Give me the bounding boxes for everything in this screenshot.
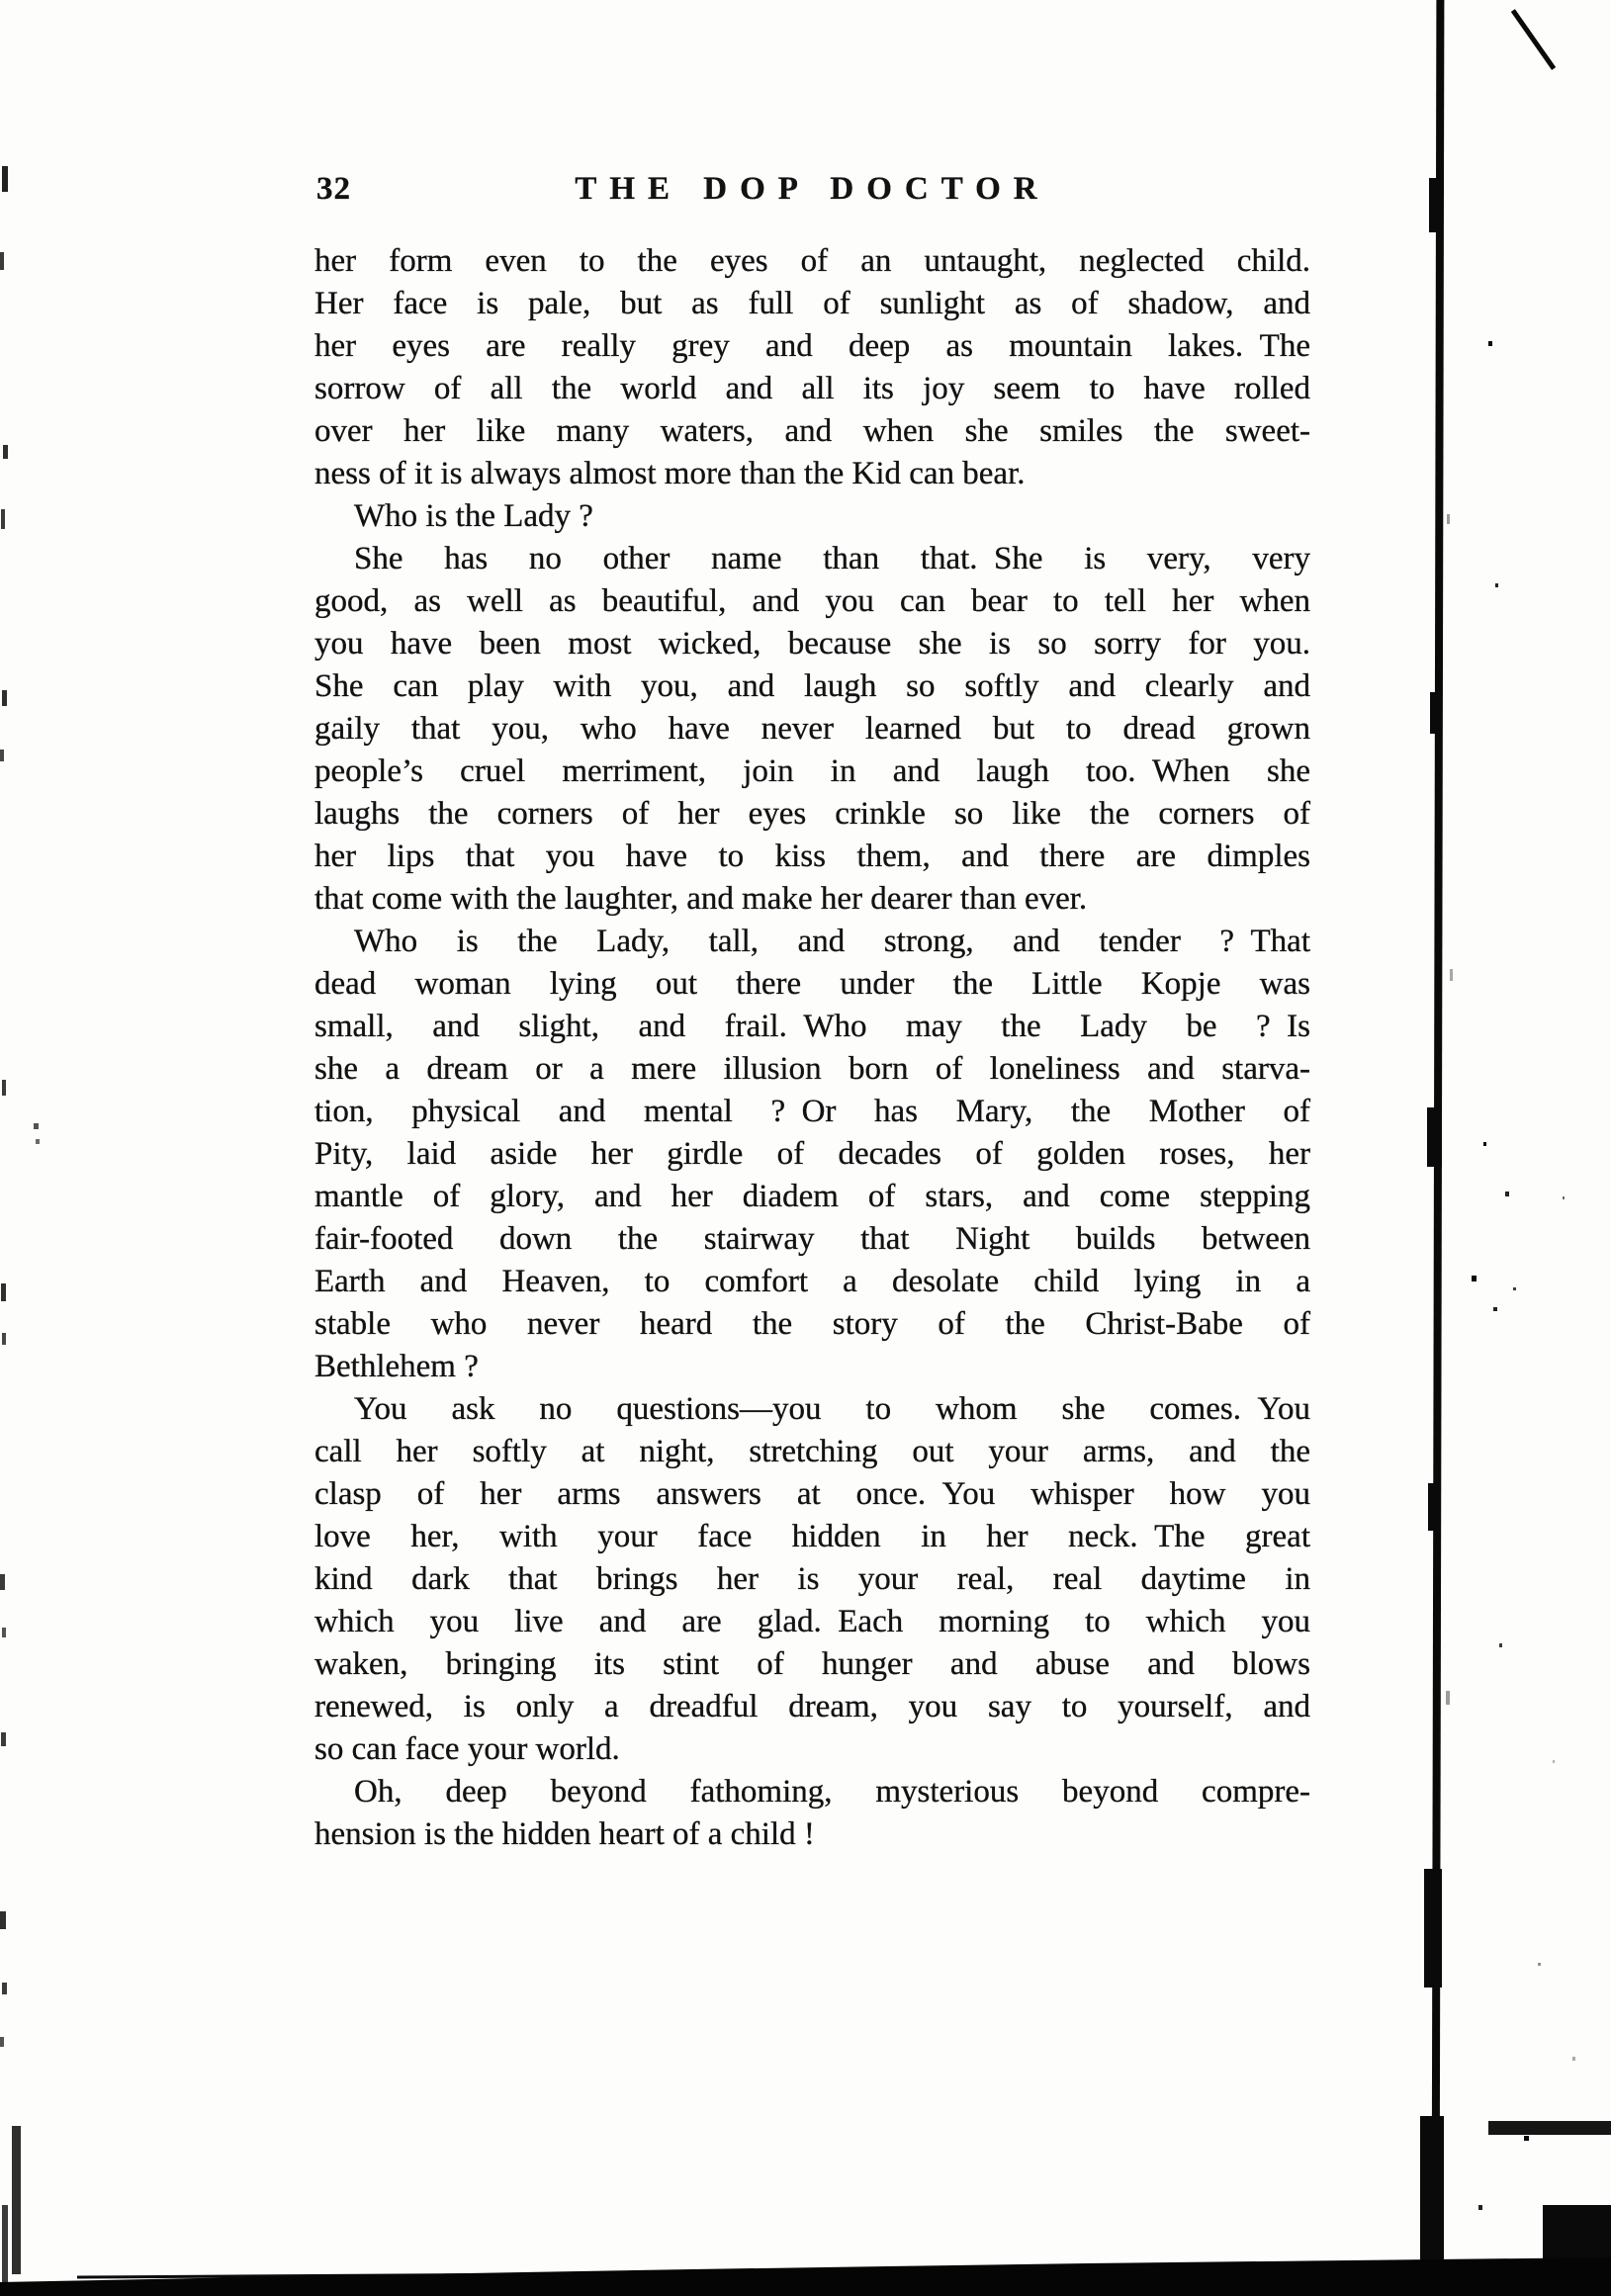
text-line: waken, bringing its stint of hunger and abuse and blows: [314, 1646, 1310, 1682]
text-line: You ask no questions—you to whom she comes. You: [354, 1391, 1310, 1427]
scan-speckle: [1483, 1142, 1486, 1146]
scan-speckle: [2, 690, 7, 706]
scan-speckle: [0, 252, 4, 270]
scan-speckle: [0, 1911, 6, 1929]
text-line: dead woman lying out there under the Little Kopje was: [314, 966, 1310, 1002]
scan-speckle: [1446, 1691, 1450, 1705]
scan-right-edge-blob: [1424, 1869, 1442, 1987]
text-line: Oh, deep beyond fathoming, mysterious beyond compre-: [354, 1774, 1310, 1810]
scan-speckle: [2, 1333, 6, 1345]
scan-speckle: [0, 1574, 5, 1590]
text-line: She has no other name than that. She is very, very: [354, 541, 1310, 576]
scan-speckle: [1450, 969, 1453, 981]
scan-right-edge-blob: [1430, 692, 1442, 734]
page-header: [314, 168, 1310, 211]
scan-corner-mark: [1511, 9, 1556, 70]
scan-speckle: [1524, 2136, 1529, 2141]
text-line: she a dream or a mere illusion born of loneliness and starva-: [314, 1051, 1310, 1087]
text-line: people’s cruel merriment, join in and laugh too. When she: [314, 753, 1310, 789]
text-line: love her, with your face hidden in her neck. The great: [314, 1519, 1310, 1554]
text-line: ness of it is always almost more than the Kid can bear.: [314, 456, 1026, 491]
text-line: Who is the Lady, tall, and strong, and tender ? That: [354, 924, 1310, 959]
scan-speckle: [2, 1983, 7, 1994]
scan-right-edge-blob: [1429, 178, 1443, 232]
text-line: clasp of her arms answers at once. You whisper how you: [314, 1476, 1310, 1512]
scan-speckle: [1478, 2205, 1482, 2210]
text-line: stable who never heard the story of the Christ-Babe of: [314, 1306, 1310, 1342]
scan-speckle: [1572, 2057, 1575, 2061]
scan-speckle: [1493, 1307, 1497, 1311]
page-number: 32: [316, 171, 351, 207]
scan-speckle: [0, 2037, 4, 2047]
scan-speckle: [1505, 1192, 1509, 1196]
running-title: THE DOP DOCTOR: [575, 171, 1050, 207]
scan-speckle: [2, 1628, 6, 1637]
text-line: her eyes are really grey and deep as mountain lakes. The: [314, 328, 1310, 364]
scan-right-edge-blob: [1427, 1107, 1442, 1167]
text-line: She can play with you, and laugh so softly and clearly and: [314, 668, 1310, 704]
scan-speckle: [1, 509, 5, 529]
text-line: that come with the laughter, and make her dearer than ever.: [314, 881, 1088, 917]
scan-speckle: [1538, 1963, 1541, 1966]
scan-speckle: [36, 1139, 40, 1144]
scan-speckle: [1495, 583, 1498, 587]
scan-right-edge-blob: [1428, 1483, 1441, 1531]
text-line: call her softly at night, stretching out your arms, and the: [314, 1434, 1310, 1469]
text-line: hension is the hidden heart of a child !: [314, 1816, 815, 1852]
scan-bottom-bar: [0, 2237, 1611, 2296]
text-line: small, and slight, and frail. Who may the Lady be ? Is: [314, 1009, 1310, 1044]
text-line: good, as well as beautiful, and you can bear to tell her when: [314, 583, 1310, 619]
text-line: you have been most wicked, because she is so sorry for you.: [314, 626, 1310, 662]
scan-speckle: [1488, 341, 1492, 346]
scan-speckle: [2, 166, 8, 192]
scan-speckle: [1472, 1276, 1477, 1281]
scan-corner-smudge: [1488, 2121, 1611, 2135]
text-line: Pity, laid aside her girdle of decades of golden roses, her: [314, 1136, 1310, 1172]
text-line: renewed, is only a dreadful dream, you say to yourself, and: [314, 1689, 1310, 1724]
text-line: over her like many waters, and when she smiles the sweet-: [314, 413, 1310, 449]
text-line: kind dark that brings her is your real, real daytime in: [314, 1561, 1310, 1597]
scan-speckle: [1, 1732, 6, 1746]
body-text: [314, 240, 1310, 1856]
text-line: Her face is pale, but as full of sunlight as of shadow, and: [314, 286, 1310, 321]
scan-speckle: [0, 750, 4, 761]
scan-speckle: [1563, 1196, 1565, 1199]
scan-speckle: [1499, 1643, 1502, 1647]
scan-speckle: [1, 1283, 6, 1301]
scan-speckle: [2, 1080, 6, 1096]
scan-speckle: [34, 1123, 39, 1129]
scan-speckle: [3, 445, 8, 459]
scan-speckle: [1553, 1760, 1555, 1763]
text-line: gaily that you, who have never learned but to dread grown: [314, 711, 1310, 747]
text-line: mantle of glory, and her diadem of stars, and come stepping: [314, 1179, 1310, 1214]
text-line: so can face your world.: [314, 1731, 620, 1767]
text-line: Bethlehem ?: [314, 1349, 479, 1384]
text-line: Earth and Heaven, to comfort a desolate child lying in a: [314, 1264, 1310, 1299]
text-line: her lips that you have to kiss them, and there are dimples: [314, 839, 1310, 874]
text-line: sorrow of all the world and all its joy seem to have rolled: [314, 371, 1310, 406]
text-line: tion, physical and mental ? Or has Mary, the Mother of: [314, 1094, 1310, 1129]
text-line: which you live and are glad. Each morning to which you: [314, 1604, 1310, 1639]
scan-speckle: [1447, 514, 1450, 524]
text-line: fair-footed down the stairway that Night builds between: [314, 1221, 1310, 1257]
text-line: Who is the Lady ?: [354, 498, 593, 534]
scan-speckle: [1513, 1287, 1516, 1290]
text-line: her form even to the eyes of an untaught, neglected child.: [314, 243, 1310, 279]
text-line: laughs the corners of her eyes crinkle so like the corners of: [314, 796, 1310, 832]
